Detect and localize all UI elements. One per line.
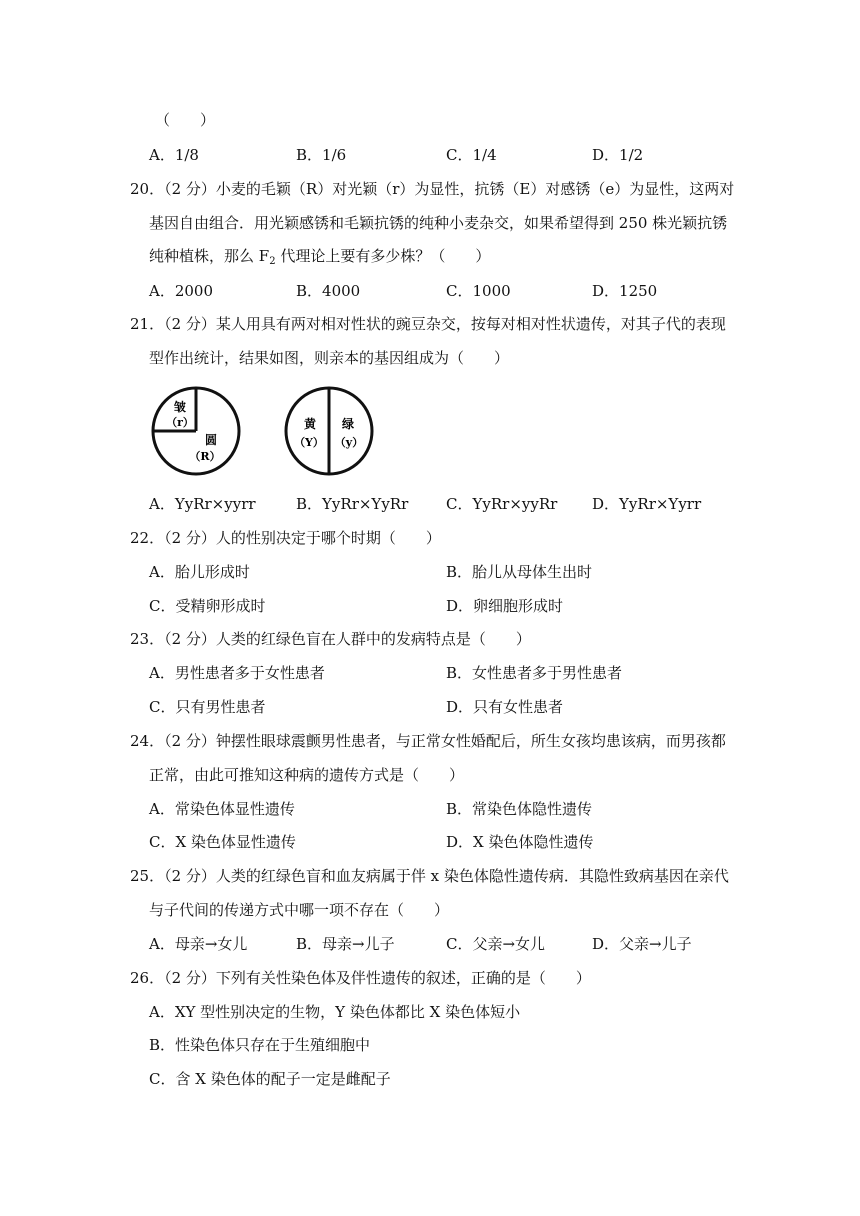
q21-option-c: C．YyRr×yyRr	[446, 495, 558, 513]
q19-option-d: D．1/2	[592, 146, 644, 164]
q20-option-c: C．1000	[446, 282, 511, 300]
q22-option-d: D．卵细胞形成时	[446, 597, 564, 615]
q22-stem: 22．（2 分）人的性别决定于哪个时期（ ）	[130, 529, 441, 547]
pie-chart-seed-color	[283, 385, 375, 477]
q19-option-b: B．1/6	[296, 146, 347, 164]
yellow-gene-label: （Y）	[294, 436, 324, 449]
q20-stem-line1: 20．（2 分）小麦的毛颖（R）对光颖（r）为显性，抗锈（E）对感锈（e）为显性，这两对	[130, 180, 735, 198]
q21-stem-line2: 型作出统计，结果如图，则亲本的基因组成为（ ）	[149, 349, 510, 367]
q20-option-a: A．2000	[149, 282, 214, 300]
green-gene-label: （y）	[334, 436, 364, 449]
q19-option-c: C．1/4	[446, 146, 497, 164]
q22-option-b: B．胎儿从母体生出时	[446, 563, 593, 581]
q22-option-a: A．胎儿形成时	[149, 563, 250, 581]
q24-option-c: C．X 染色体显性遗传	[149, 833, 296, 851]
q21-stem-line1: 21．（2 分）某人用具有两对相对性状的豌豆杂交，按每对相对性状遗传，对其子代的表现	[130, 315, 726, 333]
q21-option-b: B．YyRr×YyRr	[296, 495, 409, 513]
q25-option-a: A．母亲→女儿	[149, 935, 248, 953]
green-label: 绿	[341, 417, 355, 431]
q22-option-c: C．受精卵形成时	[149, 597, 266, 615]
round-gene-label: （R）	[189, 450, 221, 463]
q26-option-b: B．性染色体只存在于生殖细胞中	[149, 1036, 371, 1054]
q24-stem-line2: 正常，由此可推知这种病的遗传方式是（ ）	[149, 766, 465, 784]
wrinkled-gene-label: （r）	[166, 416, 194, 429]
q26-option-c: C．含 X 染色体的配子一定是雌配子	[149, 1070, 391, 1088]
q24-option-a: A．常染色体显性遗传	[149, 800, 295, 818]
q26-option-a: A．XY 型性别决定的生物，Y 染色体都比 X 染色体短小	[149, 1003, 521, 1021]
q19-option-a: A．1/8	[149, 146, 199, 164]
q24-option-d: D．X 染色体隐性遗传	[446, 833, 594, 851]
yellow-label: 黄	[303, 417, 317, 431]
q23-option-a: A．男性患者多于女性患者	[149, 664, 325, 682]
q24-stem-line1: 24．（2 分）钟摆性眼球震颤男性患者，与正常女性婚配后，所生女孩均患该病，而男孩都	[130, 732, 726, 750]
q25-stem-line1: 25．（2 分）人类的红绿色盲和血友病属于伴 x 染色体隐性遗传病．其隐性致病基因在亲代	[130, 867, 729, 885]
q20-option-d: D．1250	[592, 282, 658, 300]
wrinkled-label: 皱	[173, 400, 187, 414]
q25-option-b: B．母亲→儿子	[296, 935, 395, 953]
q20-stem-line2: 基因自由组合．用光颖感锈和毛颖抗锈的纯种小麦杂交，如果希望得到 250 株光颖抗锈	[149, 214, 728, 232]
round-label: 圆	[204, 433, 218, 447]
q23-option-c: C．只有男性患者	[149, 698, 266, 716]
q19-paren: （ ）	[155, 111, 216, 129]
q21-option-a: A．YyRr×yyrr	[149, 495, 256, 513]
q26-stem: 26．（2 分）下列有关性染色体及伴性遗传的叙述，正确的是（ ）	[130, 969, 591, 987]
q25-option-d: D．父亲→儿子	[592, 935, 692, 953]
q24-option-b: B．常染色体隐性遗传	[446, 800, 593, 818]
q23-stem: 23．（2 分）人类的红绿色盲在人群中的发病特点是（ ）	[130, 630, 531, 648]
q20-option-b: B．4000	[296, 282, 361, 300]
q23-option-b: B．女性患者多于男性患者	[446, 664, 623, 682]
q25-stem-line2: 与子代间的传递方式中哪一项不存在（ ）	[149, 901, 450, 919]
q21-option-d: D．YyRr×Yyrr	[592, 495, 702, 513]
pie-chart-seed-shape	[150, 385, 242, 477]
q25-option-c: C．父亲→女儿	[446, 935, 546, 953]
q23-option-d: D．只有女性患者	[446, 698, 564, 716]
q20-stem-line3: 纯种植株，那么 $F_2$ 代理论上要有多少株？（ ）	[149, 247, 491, 267]
